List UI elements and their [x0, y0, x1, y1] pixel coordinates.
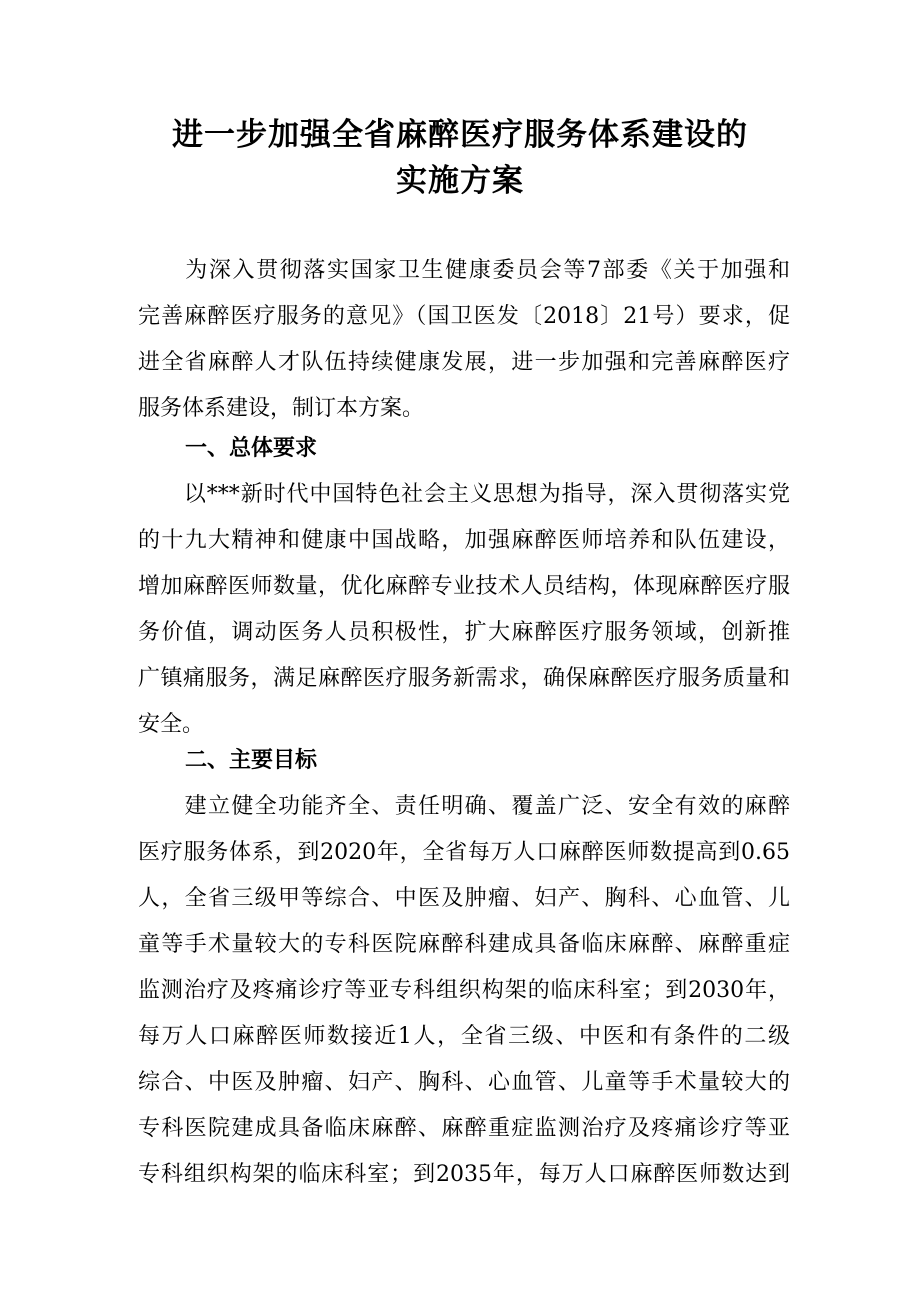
paragraph-line: 安全。	[138, 712, 205, 737]
paragraph-line: 综合、中医及肿瘤、妇产、胸科、心血管、儿童等手术量较大的	[138, 1070, 790, 1095]
paragraph-line: 童等手术量较大的专科医院麻醉科建成具备临床麻醉、麻醉重症	[138, 932, 790, 957]
paragraph-line: 服务体系建设，制订本方案。	[138, 396, 425, 421]
section-heading-overall-requirements: 一、总体要求	[185, 436, 318, 461]
paragraph-line: 医疗服务体系，到2020年，全省每万人口麻醉医师数提高到0.65	[138, 840, 790, 865]
paragraph-line: 增加麻醉医师数量，优化麻醉专业技术人员结构，体现麻醉医疗服	[138, 574, 790, 599]
document-title-line-2: 实施方案	[396, 163, 524, 199]
intro-paragraph	[138, 248, 790, 432]
paragraph-line: 建立健全功能齐全、责任明确、覆盖广泛、安全有效的麻醉	[138, 794, 790, 819]
paragraph-line: 监测治疗及疼痛诊疗等亚专科组织构架的临床科室；到2030年，	[138, 978, 790, 1003]
main-goals-paragraph	[138, 784, 790, 1198]
paragraph-line: 广镇痛服务，满足麻醉医疗服务新需求，确保麻醉医疗服务质量和	[138, 666, 790, 691]
paragraph-line: 进全省麻醉人才队伍持续健康发展，进一步加强和完善麻醉医疗	[138, 350, 790, 375]
document-title-line-1: 进一步加强全省麻醉医疗服务体系建设的	[172, 117, 748, 153]
paragraph-line: 每万人口麻醉医师数接近1人，全省三级、中医和有条件的二级	[138, 1024, 790, 1049]
paragraph-line: 为深入贯彻落实国家卫生健康委员会等7部委《关于加强和	[138, 258, 790, 283]
paragraph-line: 人，全省三级甲等综合、中医及肿瘤、妇产、胸科、心血管、儿	[138, 886, 790, 911]
section-heading-main-goals: 二、主要目标	[185, 748, 318, 773]
paragraph-line: 务价值，调动医务人员积极性，扩大麻醉医疗服务领域，创新推	[138, 620, 790, 645]
paragraph-line: 专科医院建成具备临床麻醉、麻醉重症监测治疗及疼痛诊疗等亚	[138, 1116, 790, 1141]
paragraph-line: 专科组织构架的临床科室；到2035年，每万人口麻醉医师数达到	[138, 1162, 790, 1187]
paragraph-line: 完善麻醉医疗服务的意见》（国卫医发〔2018〕21号）要求，促	[138, 304, 790, 329]
overall-requirements-paragraph	[138, 472, 790, 748]
paragraph-line: 以***新时代中国特色社会主义思想为指导，深入贯彻落实党	[138, 482, 790, 507]
paragraph-line: 的十九大精神和健康中国战略，加强麻醉医师培养和队伍建设，	[138, 528, 790, 553]
